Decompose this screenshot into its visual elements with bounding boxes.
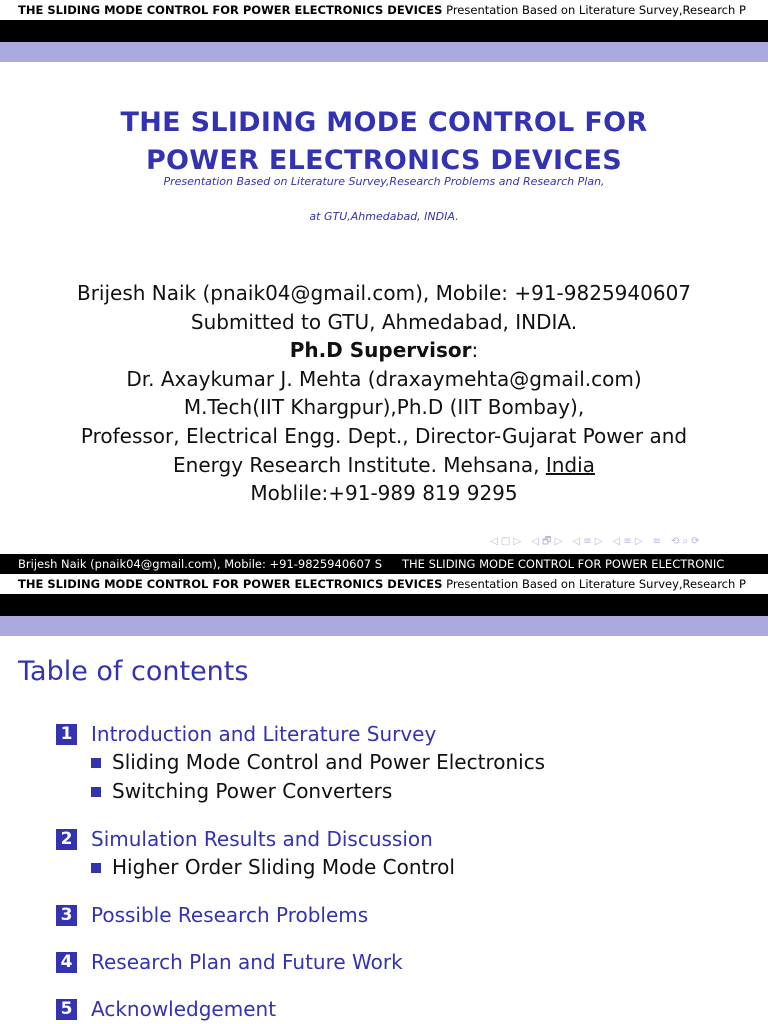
supervisor-label: Ph.D Supervisor [289, 338, 472, 363]
slide1-footer [0, 554, 768, 574]
supervisor-institute [0, 451, 768, 480]
nav-subsection-icon[interactable]: ◁ 🗗 ▷ [531, 536, 563, 547]
toc-section-5[interactable] [56, 995, 756, 1023]
section-number-badge: 1 [56, 724, 77, 745]
supervisor-name: Dr. Axaykumar J. Mehta (draxaymehta@gmail.com) [126, 366, 642, 391]
headline-subtitle: Presentation Based on Literature Survey,Research P [442, 577, 746, 591]
headline-title: THE SLIDING MODE CONTROL FOR POWER ELECTRONICS DEVICES [18, 3, 443, 17]
toc-section-3[interactable] [56, 901, 756, 929]
section-number-badge: 4 [56, 952, 77, 973]
india-link[interactable]: India [545, 452, 595, 477]
toc-subsection[interactable] [56, 777, 756, 806]
toc-subsection[interactable] [56, 853, 756, 882]
slide2-headline [0, 574, 768, 594]
supervisor-colon: : [471, 338, 479, 363]
footer-title: THE SLIDING MODE CONTROL FOR POWER ELECTRONIC [384, 554, 768, 574]
supervisor-mobile: Moblile:+91-989 819 9295 [250, 481, 518, 506]
section-label: Research Plan and Future Work [91, 950, 403, 974]
author-block [0, 279, 768, 508]
slide1-lavender-bar [0, 42, 768, 62]
nav-toc-icon[interactable]: ≡ [652, 536, 661, 547]
section-number-badge: 5 [56, 999, 77, 1020]
slide1-headline [0, 0, 768, 20]
nav-frame-icon[interactable]: ◁ □ ▷ [490, 536, 522, 547]
section-number-badge: 2 [56, 829, 77, 850]
bullet-square-icon [91, 758, 101, 768]
bullet-square-icon [91, 863, 101, 873]
author-line: Brijesh Naik (pnaik04@gmail.com), Mobile: +91-9825940607 [76, 281, 692, 305]
section-label: Simulation Results and Discussion [91, 827, 433, 851]
slide2-lavender-bar [0, 616, 768, 636]
supervisor-degrees: M.Tech(IIT Khargpur),Ph.D (IIT Bombay), [183, 395, 585, 420]
title-line-1: THE SLIDING MODE CONTROL FOR [120, 107, 648, 138]
institute-text: Energy Research Institute. Mehsana, [173, 452, 546, 477]
nav-search-icon[interactable]: ⟲ ⌕ ⟳ [670, 536, 700, 547]
title-line-2: POWER ELECTRONICS DEVICES [145, 145, 623, 176]
subsection-label: Switching Power Converters [112, 779, 393, 803]
footer-author: Brijesh Naik (pnaik04@gmail.com), Mobile: +91-9825940607 S [0, 554, 384, 574]
subsection-label: Sliding Mode Control and Power Electronics [112, 750, 546, 774]
slide1-black-bar [0, 20, 768, 42]
section-number-badge: 3 [56, 905, 77, 926]
slide1-title [0, 104, 768, 180]
nav-document-icon[interactable]: ◁ ≡ ▷ [612, 536, 643, 547]
toc-title: Table of contents [18, 656, 249, 687]
supervisor-heading [0, 336, 768, 365]
headline-subtitle: Presentation Based on Literature Survey,Research P [442, 3, 746, 17]
subsection-label: Higher Order Sliding Mode Control [112, 855, 455, 879]
section-label: Acknowledgement [91, 997, 277, 1021]
section-label: Possible Research Problems [91, 903, 369, 927]
bullet-square-icon [91, 787, 101, 797]
slide1-subtitle: Presentation Based on Literature Survey,Research Problems and Research Plan, [163, 175, 605, 188]
section-label: Introduction and Literature Survey [91, 722, 437, 746]
toc-section-4[interactable] [56, 948, 756, 976]
toc-subsection[interactable] [56, 748, 756, 777]
slide2-black-bar [0, 594, 768, 616]
beamer-navigation [490, 535, 762, 549]
supervisor-position: Professor, Electrical Engg. Dept., Director-Gujarat Power and [80, 423, 688, 448]
headline-title: THE SLIDING MODE CONTROL FOR POWER ELECTRONICS DEVICES [18, 577, 443, 591]
table-of-contents [56, 720, 756, 1023]
toc-section-2[interactable] [56, 825, 756, 853]
slide1-institute: at GTU,Ahmedabad, INDIA. [309, 210, 459, 223]
submitted-line: Submitted to GTU, Ahmedabad, INDIA. [190, 309, 578, 334]
nav-section-icon[interactable]: ◁ ≡ ▷ [572, 536, 603, 547]
toc-section-1[interactable] [56, 720, 756, 748]
